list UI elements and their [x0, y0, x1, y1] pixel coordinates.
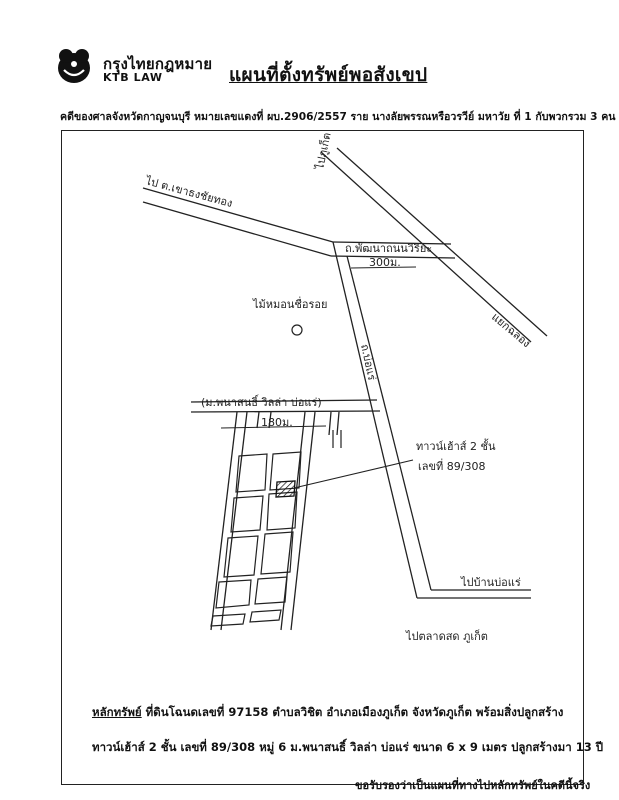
lane-stub-3: [329, 412, 331, 435]
road-main-left-a: [333, 242, 377, 430]
property-label: หลักทรัพย์: [92, 705, 142, 719]
label-bottom-road: ไปบ้านบ่อแร่: [461, 576, 521, 589]
lane-stub-4: [337, 412, 339, 435]
label-house: ทาวน์เฮ้าส์ 2 ชั้น: [416, 440, 496, 453]
label-road-top-left: ไป ต.เขาธงชัยทอง: [144, 174, 234, 211]
label-bottom-sign: ไปตลาดสด ภูเก็ต: [406, 630, 488, 643]
soi-lower-edge: [191, 411, 380, 412]
property-description-line1: [92, 704, 563, 722]
case-reference: คดีของศาลจังหวัดกาญจนบุรี หมายเลขแดงที่ ผบ.2906/2557 ราย นางลัยพรรณหรือวรวีย์ มหาวัย ที่ 1 กับพวกรวม 3 คน: [60, 111, 616, 123]
label-road-mid: ถ.พัฒนาถนนวิริยะ: [345, 242, 433, 255]
label-soi: (ม.พนาสนธิ์ วิลล่า บ่อแร่): [201, 396, 322, 409]
label-road-vertical: ถ.บ่อแร่: [358, 342, 379, 382]
property-line1-text: ที่ดินโฉนดเลขที่ 97158 ตำบลวิชิต อำเภอเมืองภูเก็ต จังหวัดภูเก็ต พร้อมสิ่งปลูกสร้าง: [141, 705, 564, 719]
temple-marker: [292, 325, 302, 335]
road-top-left-lower: [143, 202, 331, 256]
road-main-right-b: [391, 430, 431, 590]
label-dist-180: 180ม.: [261, 416, 293, 429]
ktb-law-logo: [52, 46, 96, 86]
property-description-line2: ทาวน์เฮ้าส์ 2 ชั้น เลขที่ 89/308 หมู่ 6 ม.พนาสนธิ์ วิลล่า บ่อแร่ ขนาด 6 x 9 เมตร ปลูกสร้างมา 13 ปี: [92, 740, 604, 754]
certification-text: ขอรับรองว่าเป็นแผนที่ทางไปหลักทรัพย์ในคดีนี้จริง: [355, 779, 591, 792]
lane-east-b: [291, 412, 315, 630]
road-top-left-upper: [143, 188, 333, 242]
label-road-top-right: ไปภูเก็ต: [313, 131, 334, 171]
property-pointer: [294, 460, 413, 488]
label-temple: ไม้หมอนชื่อรอย: [253, 298, 328, 311]
page-title: แผนที่ตั้งทรัพย์พอสังเขป: [229, 64, 428, 86]
brand-name-thai: กรุงไทยกฎหมาย: [103, 55, 213, 73]
label-dist-300: 300ม.: [369, 256, 401, 269]
brand-name-english: KTB LAW: [103, 71, 163, 84]
label-road-right: แยกฉลอง: [489, 310, 533, 351]
location-map: [61, 130, 584, 690]
lane-east-a: [281, 412, 305, 630]
lane-stub-1: [257, 412, 259, 428]
lane-west-b: [221, 412, 247, 630]
property-marker: [276, 481, 295, 497]
label-house-no: เลขที่ 89/308: [418, 460, 486, 473]
lane-west-a: [211, 412, 237, 630]
